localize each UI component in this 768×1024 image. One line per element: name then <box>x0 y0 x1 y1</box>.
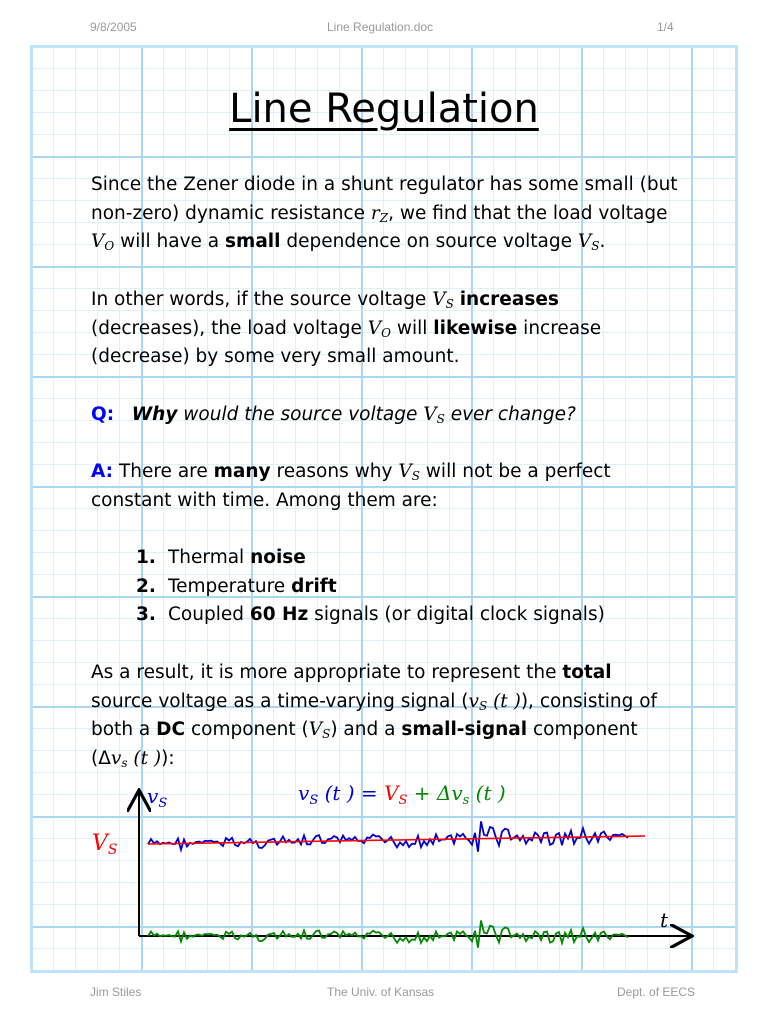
question: Q: Why would the source voltage $V_S$ ever change? <box>91 404 576 426</box>
list-item: 3. Coupled 60 Hz signals (or digital clock signals) <box>136 604 605 625</box>
reasons-list <box>136 544 605 630</box>
page-header <box>0 20 768 40</box>
page-footer <box>0 985 768 1005</box>
header-filename: Line Regulation.doc <box>327 20 434 34</box>
answer-label: A: <box>91 461 114 482</box>
x-axis-label: t <box>660 908 669 932</box>
paragraph-result: As a result, it is more appropriate to represent the total source voltage as a time-varying signal ($v_S$ (t )), consisting of both a DC component $(V_S)$ and a small-signal component ($\Delta v_s$ (t )): <box>91 662 658 770</box>
page-title: Line Regulation <box>229 86 539 132</box>
signal-figure <box>0 770 768 975</box>
paragraph-intro: Since the Zener diode in a shunt regulator has some small (but non-zero) dynamic resistance $r_Z$, we find that the load voltage $V_O$ will have a small dependence on source voltage $V_S$. <box>91 174 678 253</box>
answer: A: There are many reasons why $V_S$ will not be a perfect constant with time. Among them are: <box>91 461 611 511</box>
footer-dept: Dept. of EECS <box>617 985 696 999</box>
footer-university: The Univ. of Kansas <box>327 985 435 999</box>
header-date: 9/8/2005 <box>90 20 137 34</box>
header-page: 1/4 <box>657 20 674 34</box>
y-axis-label: $v_S$ <box>147 784 168 811</box>
dc-level-line <box>148 836 645 844</box>
list-item: 2. Temperature drift <box>136 575 337 597</box>
signal-equation: $v_S$ (t ) = $V_S + \Delta v_s$ (t ) <box>298 781 506 808</box>
total-signal-trace <box>148 821 628 851</box>
footer-author: Jim Stiles <box>90 985 142 999</box>
small-signal-trace <box>148 921 628 948</box>
dc-level-label: VS <box>92 831 118 858</box>
paragraph-other-words: In other words, if the source voltage $V_S$ increases (decreases), the load voltage $V_O$ will likewise increase (decrease) by some very small amount. <box>91 289 602 367</box>
list-item: 1. Thermal noise <box>136 547 306 568</box>
question-label: Q: <box>91 404 115 425</box>
